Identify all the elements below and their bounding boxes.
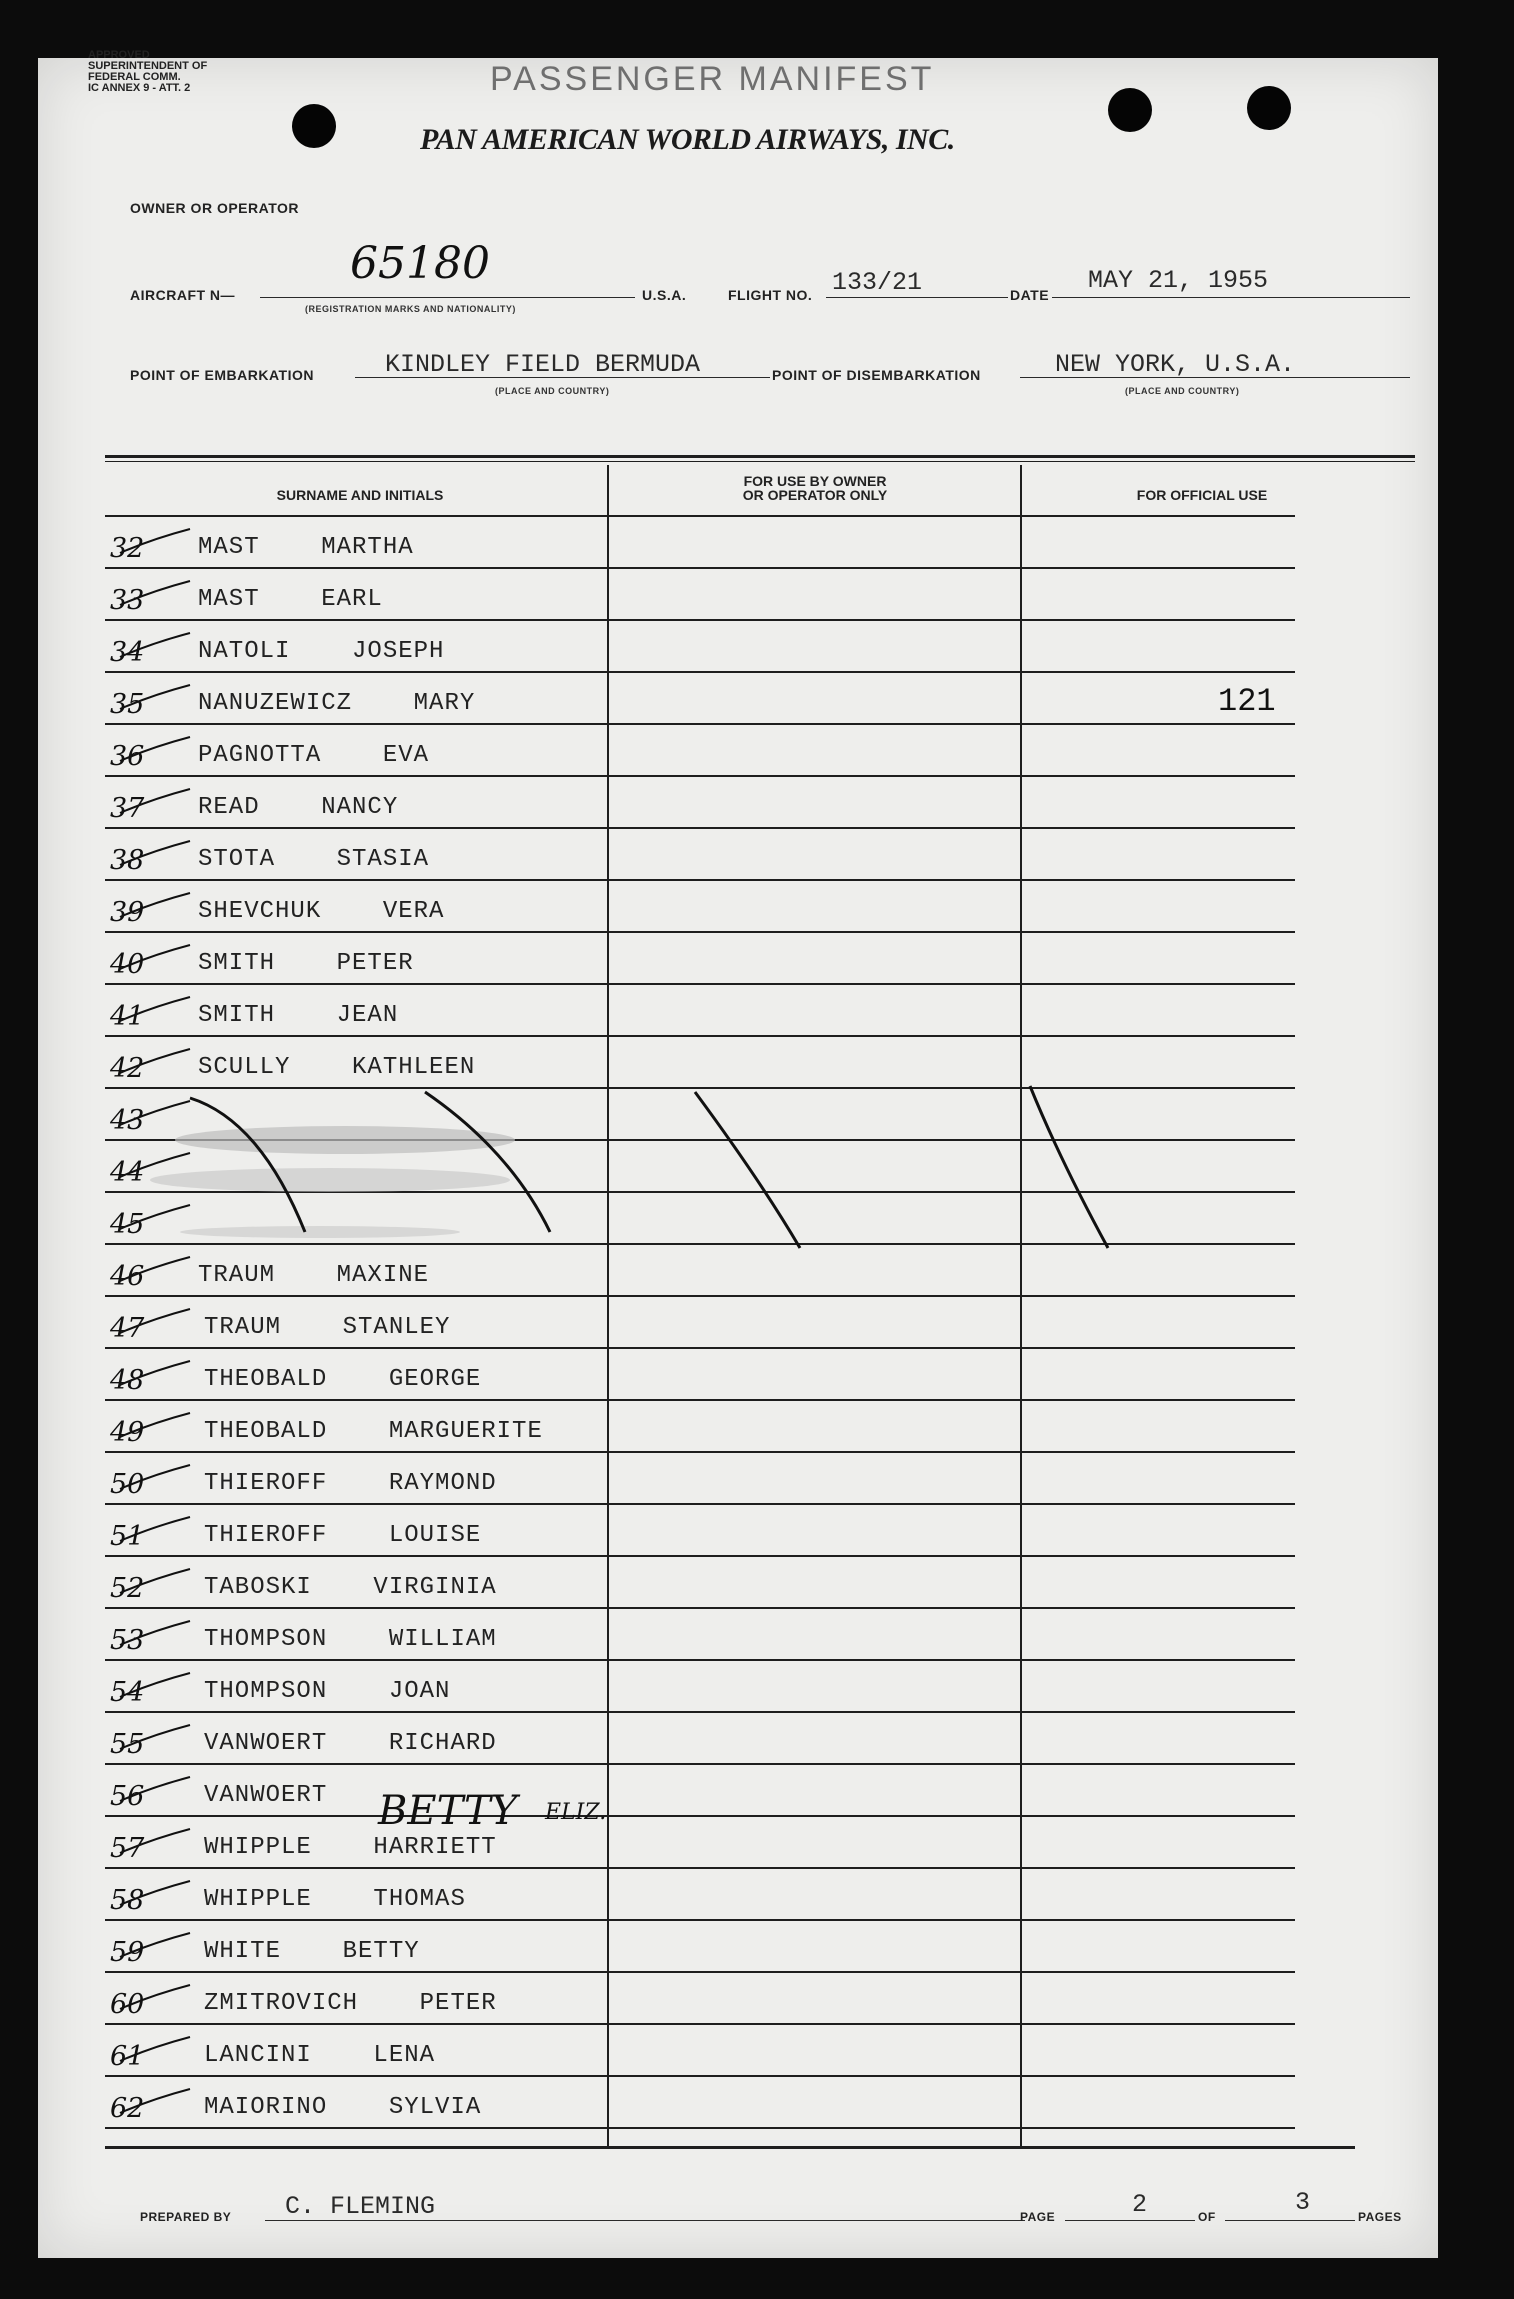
usa-label: U.S.A. (642, 287, 687, 303)
row-number: 45 (110, 1209, 145, 1240)
passenger-name: SMITH JEAN (198, 1002, 399, 1029)
passenger-name: THOMPSON WILLIAM (204, 1626, 497, 1653)
passenger-name: MAST MARTHA (198, 534, 414, 561)
passenger-name: TABOSKI VIRGINIA (204, 1574, 497, 1601)
passenger-name: WHIPPLE THOMAS (204, 1886, 466, 1913)
passenger-name: SMITH PETER (198, 950, 414, 977)
embarkation-sublabel: (PLACE AND COUNTRY) (495, 386, 610, 396)
passenger-name: WHITE BETTY (204, 1938, 420, 1965)
row-number: 37 (110, 793, 145, 824)
row-number: 36 (110, 741, 145, 772)
handwritten-name-note: ELIZ. (545, 1800, 607, 1825)
passenger-name: VANWOERT RICHARD (204, 1730, 497, 1757)
row-number: 42 (110, 1053, 145, 1084)
aircraft-label: AIRCRAFT N— (130, 287, 236, 303)
row-number: 54 (110, 1677, 145, 1708)
row-number: 52 (110, 1573, 145, 1604)
row-number: 47 (110, 1313, 145, 1344)
row-number: 59 (110, 1937, 145, 1968)
row-number: 38 (110, 845, 145, 876)
passenger-name: THIEROFF RAYMOND (204, 1470, 497, 1497)
document-title: PASSENGER MANIFEST (490, 60, 935, 98)
col-surname-header: SURNAME AND INITIALS (276, 487, 444, 503)
row-number: 35 (110, 689, 145, 720)
prepared-value: C. FLEMING (285, 2192, 436, 2221)
row-number: 39 (110, 897, 145, 928)
row-number: 41 (110, 1001, 145, 1032)
page-label: PAGE (1020, 2210, 1056, 2224)
passenger-name: MAST EARL (198, 586, 383, 613)
row-number: 50 (110, 1469, 145, 1500)
pages-label: PAGES (1358, 2210, 1402, 2224)
passenger-name: WHIPPLE HARRIETT (204, 1834, 497, 1861)
row-number: 44 (110, 1157, 145, 1188)
official-use-value: 121 (1218, 683, 1276, 720)
row-number: 43 (110, 1105, 145, 1136)
airline-name: PAN AMERICAN WORLD AIRWAYS, INC. (420, 123, 955, 156)
passenger-name: MAIORINO SYLVIA (204, 2094, 482, 2121)
row-number: 40 (110, 949, 145, 980)
passenger-name: VANWOERT (204, 1782, 328, 1809)
row-number: 49 (110, 1417, 145, 1448)
row-number: 55 (110, 1729, 145, 1760)
disembarkation-value: NEW YORK, U.S.A. (1055, 350, 1296, 379)
date-value: MAY 21, 1955 (1088, 266, 1269, 295)
passenger-name: THEOBALD GEORGE (204, 1366, 482, 1393)
approval-stamp: APPROVED SUPERINTENDENT OF FEDERAL COMM. IC ANNEX 9 - ATT. 2 (88, 49, 208, 94)
passenger-name: NATOLI JOSEPH (198, 638, 445, 665)
aircraft-value: 65180 (350, 238, 490, 289)
row-number: 56 (110, 1781, 145, 1812)
total-pages: 3 (1295, 2188, 1311, 2217)
passenger-name: THOMPSON JOAN (204, 1678, 451, 1705)
disembarkation-sublabel: (PLACE AND COUNTRY) (1125, 386, 1240, 396)
passenger-name: LANCINI LENA (204, 2042, 436, 2069)
passenger-name: STOTA STASIA (198, 846, 430, 873)
passenger-name: READ NANCY (198, 794, 399, 821)
flight-value: 133/21 (832, 268, 923, 297)
of-label: OF (1198, 2210, 1216, 2224)
row-number: 48 (110, 1365, 145, 1396)
handwritten-name: BETTY (378, 1788, 518, 1834)
row-number: 53 (110, 1625, 145, 1656)
row-number: 51 (110, 1521, 145, 1552)
row-number: 46 (110, 1261, 145, 1292)
owner-label: OWNER OR OPERATOR (130, 200, 299, 216)
passenger-name: SHEVCHUK VERA (198, 898, 445, 925)
row-number: 61 (110, 2041, 145, 2072)
passenger-name: THEOBALD MARGUERITE (204, 1418, 543, 1445)
footer-rule (105, 2146, 1355, 2149)
row-number: 32 (110, 533, 145, 564)
row-number: 34 (110, 637, 145, 668)
date-label: DATE (1010, 287, 1050, 303)
row-number: 57 (110, 1833, 145, 1864)
passenger-name: ZMITROVICH PETER (204, 1990, 497, 2017)
row-number: 33 (110, 585, 145, 616)
disembarkation-label: POINT OF DISEMBARKATION (772, 367, 981, 383)
col-owner-header: FOR USE BY OWNER OR OPERATOR ONLY (742, 473, 888, 503)
passenger-name: SCULLY KATHLEEN (198, 1054, 476, 1081)
col-official-header: FOR OFFICIAL USE (1136, 487, 1268, 503)
passenger-name: TRAUM STANLEY (204, 1314, 451, 1341)
passenger-name: NANUZEWICZ MARY (198, 690, 476, 717)
passenger-name: TRAUM MAXINE (198, 1262, 430, 1289)
row-number: 60 (110, 1989, 145, 2020)
row-number: 62 (110, 2093, 145, 2124)
embarkation-value: KINDLEY FIELD BERMUDA (385, 350, 701, 379)
aircraft-sublabel: (REGISTRATION MARKS AND NATIONALITY) (305, 304, 516, 314)
page-number: 2 (1132, 2190, 1148, 2219)
row-number: 58 (110, 1885, 145, 1916)
passenger-name: THIEROFF LOUISE (204, 1522, 482, 1549)
prepared-label: PREPARED BY (140, 2210, 232, 2224)
flight-label: FLIGHT NO. (728, 287, 813, 303)
embarkation-label: POINT OF EMBARKATION (130, 367, 314, 383)
passenger-name: PAGNOTTA EVA (198, 742, 430, 769)
